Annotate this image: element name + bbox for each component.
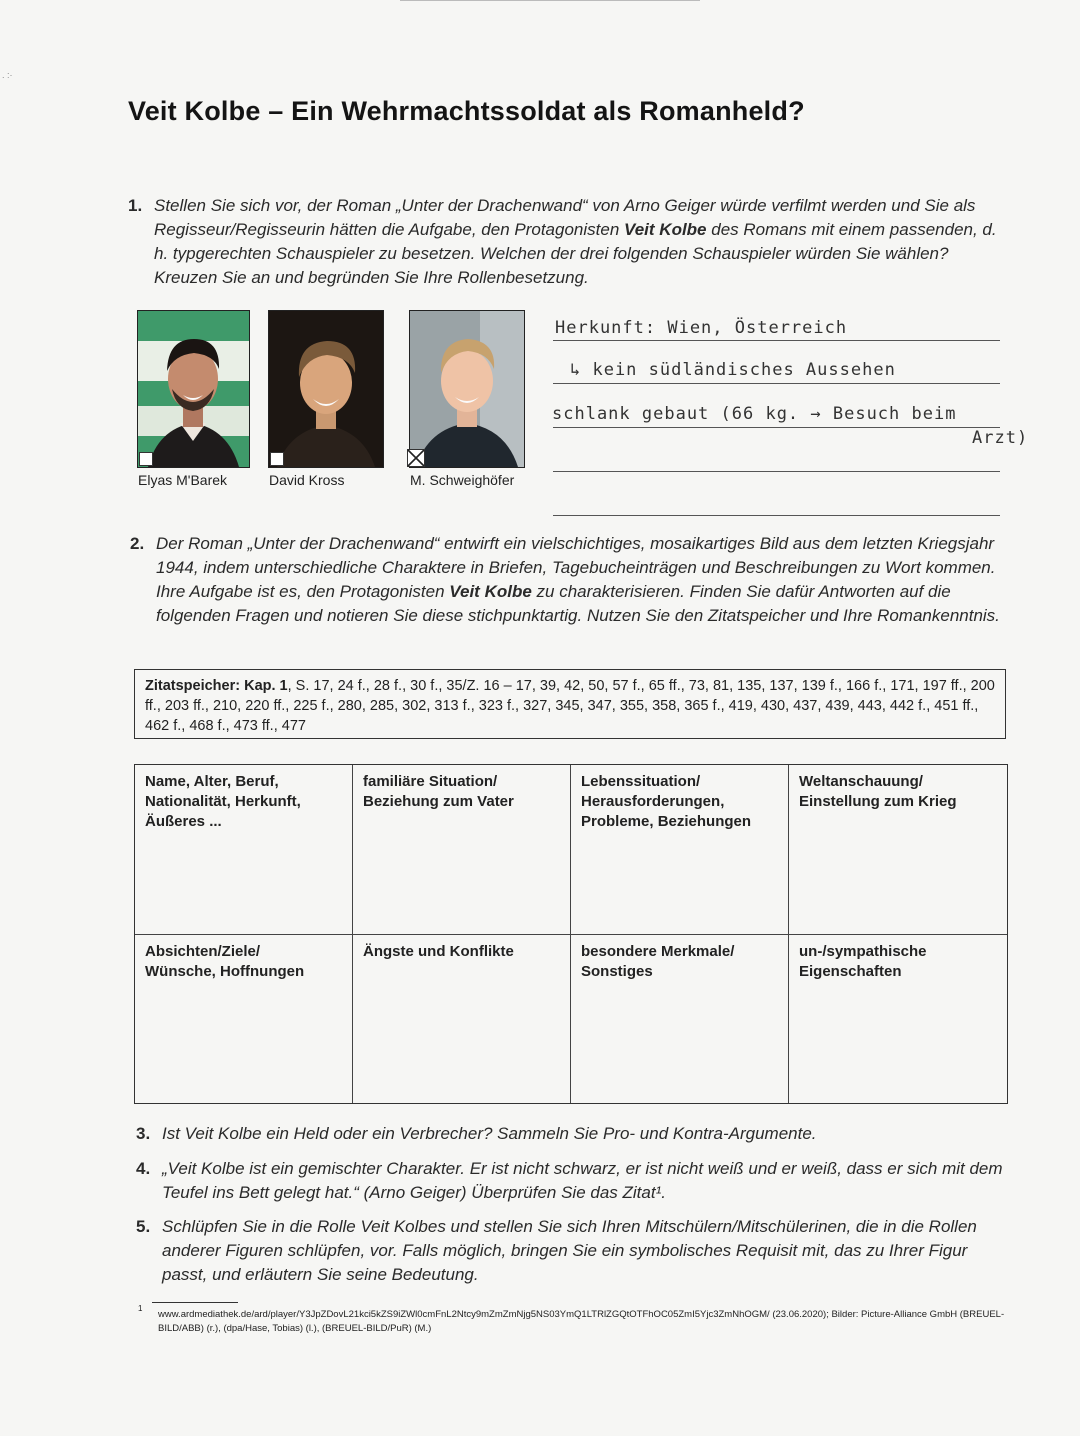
task-number: 3. [136,1124,151,1143]
quote-store-box [134,669,1006,739]
handwritten-line-3: schlank gebaut (66 kg. → Besuch beim [552,404,957,424]
task-5: 5. Schlüpfen Sie in die Rolle Veit Kolbes und stellen Sie sich Ihren Mitschülern/Mitschülerinen, die in die Rollen anderer Figuren schlüpfen, vor. Falls möglich, bringen Sie ein symbolisches Requisit mit, das zu Ihrer Figur passt, und erläutern Sie seine Bedeutung. [136,1217,977,1284]
table-cell: besondere Merkmale/ Sonstiges [571,935,789,1103]
answer-line [553,383,1000,384]
table-cell: Ängste und Konflikte [353,935,571,1103]
actor-photo-mbarek [137,310,250,468]
footnote-rule [152,1302,238,1303]
actor-photo-schweighoefer [409,310,525,468]
quote-store-label: Zitatspeicher: Kap. 1 [145,678,288,694]
actor-photo-kross [268,310,384,468]
checkbox-schweighoefer[interactable] [407,449,425,467]
protagonist-name: Veit Kolbe [449,582,532,601]
task-number: 1. [128,196,143,215]
actor-name-mbarek: Elyas M'Barek [138,472,228,488]
table-cell: Lebenssituation/ Herausforderungen, Probleme, Beziehungen [571,765,789,935]
checkbox-kross[interactable] [270,452,284,466]
footnote-mark: 1 [138,1304,143,1313]
top-rule [400,0,700,1]
answer-line [553,471,1000,472]
task-1: 1. Stellen Sie sich vor, der Roman „Unter der Drachenwand“ von Arno Geiger würde verfilmt werden und Sie als Regisseur/Regisseurin hätten die Aufgabe, den Protagonisten Veit Kolbe des Romans mit einem passenden, d. h. typgerechten Schauspieler zu besetzen. Welchen der drei folgenden Schauspieler würden Sie wählen? Kreuzen Sie an und begründen Sie Ihre Rollenbesetzung. [128,196,997,287]
handwritten-line-2: ↳ kein südländisches Aussehen [570,360,896,380]
handwritten-line-4: Arzt) [972,428,1029,448]
table-cell: Name, Alter, Beruf, Nationalität, Herkunft, Äußeres ... [135,765,353,935]
task-3: 3. Ist Veit Kolbe ein Held oder ein Verbrecher? Sammeln Sie Pro- und Kontra-Argumente. [162,1122,1007,1146]
table-cell: familiäre Situation/ Beziehung zum Vater [353,765,571,935]
characterisation-table [134,764,1008,1104]
handwritten-line-1: Herkunft: Wien, Österreich [555,318,848,338]
quote-store-refs: , S. 17, 24 f., 28 f., 30 f., 35/Z. 16 – 17, 39, 42, 50, 57 f., 65 ff., 73, 81, 135, 137, 139 f., 166 f., 171, 197 ff., 200 ff., 203 ff., 210, 220 ff., 225 f., 280, 285, 302, 313 f., 323 f., 327, 345, 347, 355, 358, 365 f., 419, 430, 437, 439, 443, 442 f., 451 ff., 462 f., 468 f., 473 ff., 477 [145,678,995,734]
task-number: 4. [136,1159,151,1178]
actor-name-kross: David Kross [269,472,345,488]
cross-mark-icon [406,448,426,468]
scan-mark: . :· [2,70,13,80]
task-4: 4. „Veit Kolbe ist ein gemischter Charakter. Er ist nicht schwarz, er ist nicht weiß und er weiß, dass er sich mit dem Teufel ins Bett gelegt hat.“ (Arno Geiger) Überprüfen Sie das Zitat¹. [136,1159,1003,1202]
table-cell: un-/sympathische Eigenschaften [799,943,927,980]
answer-line [553,515,1000,516]
protagonist-name: Veit Kolbe [624,220,707,239]
table-cell: Weltanschauung/ Einstellung zum Krieg [789,765,1007,935]
footnote-text: www.ardmediathek.de/ard/player/Y3JpZDovL21kci5kZS9iZWl0cmFnL2Ntcy9mZmZmNjg5NS03YmQ1LTRlZGQtOTFhOC05ZmI5Yjc3ZmNhOGM/ (23.06.2020); Bilder: Picture-Alliance GmbH (BREUEL-BILD/ABB) (r.), (dpa/Hase, Tobias) (l.), (BREUEL-BILD/PuR) (M.) [158,1309,1005,1334]
table-cell: Absichten/Ziele/ Wünsche, Hoffnungen [135,935,353,1103]
actor-name-schweighoefer: M. Schweighöfer [410,472,515,488]
task-number: 5. [136,1217,151,1236]
checkbox-mbarek[interactable] [139,452,153,466]
task-2: 2. Der Roman „Unter der Drachenwand“ entwirft ein vielschichtiges, mosaikartiges Bild aus dem letzten Kriegsjahr 1944, indem unterschiedliche Charaktere in Briefen, Tagebucheinträgen und Beschreibungen zu Wort kommen. Ihre Aufgabe ist es, den Protagonisten Veit Kolbe zu charakterisieren. Finden Sie dafür Antworten auf die folgenden Fragen und notieren Sie diese stichpunktartig. Nutzen Sie den Zitatspeicher und Ihre Romankenntnis. [130,534,1000,625]
answer-line [553,427,1000,428]
task-number: 2. [130,534,145,553]
answer-line [553,340,1000,341]
page-title: Veit Kolbe – Ein Wehrmachtssoldat als Romanheld? [128,96,805,126]
